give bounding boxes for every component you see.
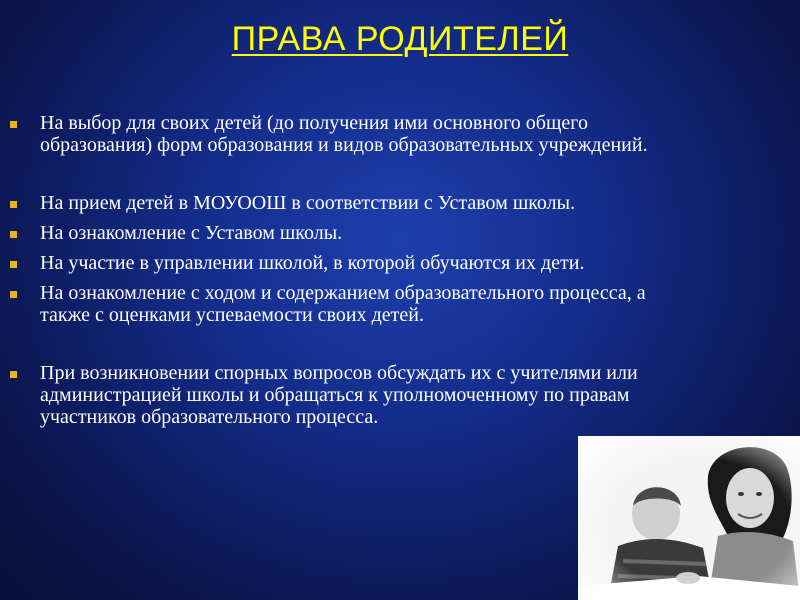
mother-helping-child-photo [578, 436, 800, 600]
slide-title: ПРАВА РОДИТЕЛЕЙ [231, 20, 569, 58]
list-item [0, 192, 690, 214]
list-item-text: На участие в управлении школой, в которой обучаются их дети. [40, 252, 585, 274]
bullet-square-icon [10, 201, 17, 208]
list-item-text: На выбор для своих детей (до получения ими основного общего образования) форм образования и видов образовательных учреждений. [40, 112, 648, 156]
list-item [0, 112, 690, 156]
bullet-square-icon [10, 371, 17, 378]
list-item-text: При возникновении спорных вопросов обсуждать их с учителями или администрацией школы и обращаться к уполномоченному по правам участников образовательного процесса. [40, 362, 638, 428]
bullet-square-icon [10, 121, 17, 128]
list-item [0, 252, 690, 274]
list-item [0, 282, 690, 326]
list-item-text: На ознакомление с ходом и содержанием образовательного процесса, а также с оценками успеваемости своих детей. [40, 282, 646, 326]
list-item [0, 222, 690, 244]
list-item [0, 362, 690, 428]
list-item-text: На прием детей в МОУООШ в соответствии с Уставом школы. [40, 192, 576, 214]
bullet-square-icon [10, 231, 17, 238]
rights-list [0, 112, 800, 436]
bullet-square-icon [10, 261, 17, 268]
bullet-square-icon [10, 291, 17, 298]
list-item-text: На ознакомление с Уставом школы. [40, 222, 343, 244]
photo-illustration [578, 436, 800, 600]
